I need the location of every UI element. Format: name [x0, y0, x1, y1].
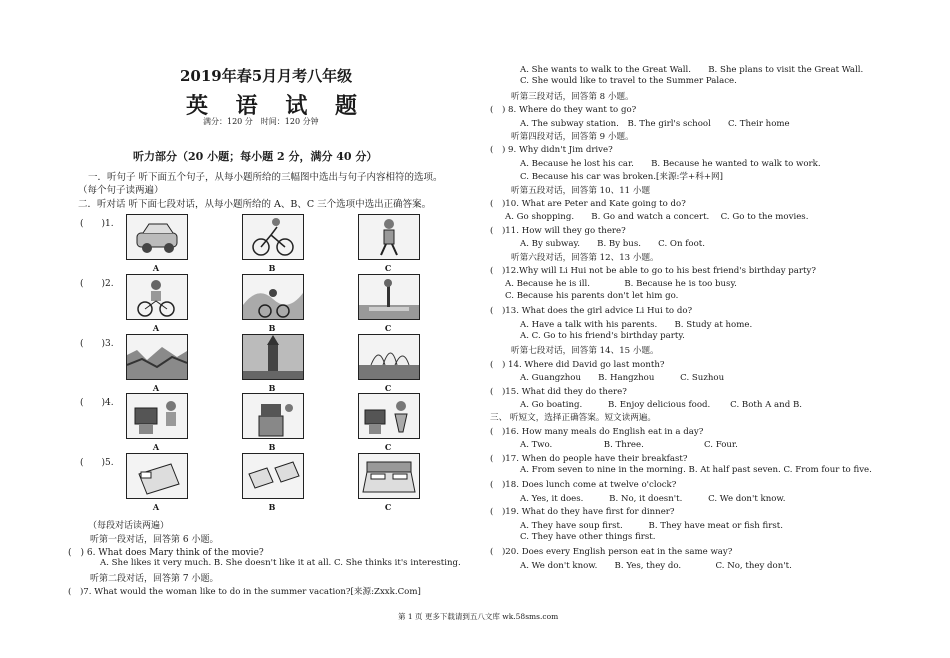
picture-question-number[interactable]: ( )3.	[80, 339, 114, 349]
picture-question-number[interactable]: ( )4.	[80, 398, 114, 408]
left-line: A. She likes it very much. B. She doesn't like it at all. C. She thinks it's interesting.	[100, 558, 461, 568]
right-line: A. From seven to nine in the morning. B. At half past seven. C. From four to five.	[520, 465, 872, 475]
right-line: A. Have a talk with his parents. B. Study at home.	[520, 319, 753, 330]
right-line: A. Two. B. Three. C. Four.	[520, 440, 738, 451]
right-line: A. Yes, it does. B. No, it doesn't. C. We don't know.	[520, 493, 786, 504]
part1-instruction: 一．听句子 听下面五个句子，从每小题所给的三幅图中选出与句子内容相符的选项。	[88, 172, 443, 183]
part2-instruction: 二．听对话 听下面七段对话，从每小题所给的 A、B、C 三个选项中选出正确答案。	[78, 199, 432, 210]
choice-label: A	[152, 383, 160, 393]
read-twice-note: （每段对话读两遍）	[88, 521, 170, 531]
choice-label: A	[152, 323, 160, 333]
picture-question-number[interactable]: ( )2.	[80, 279, 114, 289]
right-line: ( )16. How many meals do English eat in a day?	[490, 426, 704, 437]
choice-label: B	[268, 263, 276, 273]
right-line: ( )19. What do they have first for dinner?	[490, 507, 675, 518]
left-line: 听第一段对话，回答第 6 小题。	[90, 535, 219, 545]
page-footer: 第 1 页 更多下载请到五八文库 wk.58sms.com	[398, 612, 559, 621]
choice-label: C	[384, 323, 392, 333]
right-line: ( ) 8. Where do they want to go?	[490, 105, 637, 116]
tv-listening-icon[interactable]	[358, 393, 420, 439]
choice-label: C	[384, 263, 392, 273]
choice-label: A	[152, 442, 160, 452]
choice-label: C	[384, 383, 392, 393]
twin-beds-icon[interactable]	[242, 453, 304, 499]
choice-label: A	[152, 263, 160, 273]
picture-question-number[interactable]: ( )5.	[80, 458, 114, 468]
right-line: ( )12.Why will Li Hui not be able to go to his best friend's birthday party?	[490, 266, 816, 276]
right-line: A. Because he lost his car. B. Because he wanted to walk to work.	[520, 158, 821, 169]
picture-question-number[interactable]: ( )1.	[80, 219, 114, 229]
left-line: 听第二段对话，回答第 7 小题。	[90, 574, 219, 584]
cyclist-hill-icon[interactable]	[242, 274, 304, 320]
boy-bike-icon[interactable]	[126, 274, 188, 320]
subject-title: 英 语 试 题	[186, 93, 367, 119]
right-line: ( ) 9. Why didn't Jim drive?	[490, 145, 613, 156]
choice-label: B	[268, 442, 276, 452]
single-bed-icon[interactable]	[126, 453, 188, 499]
exam-title: 2019年春5月月考八年级	[180, 67, 353, 85]
right-line: A. Go boating. B. Enjoy delicious food. C. Both A and B.	[520, 400, 802, 410]
choice-label: B	[268, 323, 276, 333]
right-line: A. Go shopping. B. Go and watch a concert. C. Go to the movies.	[505, 212, 809, 223]
opera-house-icon[interactable]	[358, 334, 420, 380]
car-icon[interactable]	[126, 214, 188, 260]
right-line: C. They have other things first.	[520, 532, 656, 542]
right-line: ( ) 14. Where did David go last month?	[490, 359, 665, 370]
left-line: ( )7. What would the woman like to do in the summer vacation?[来源:Zxxk.Com]	[68, 587, 421, 597]
great-wall-icon[interactable]	[126, 334, 188, 380]
right-line: A. By subway. B. By bus. C. On foot.	[520, 239, 705, 250]
right-line: 听第六段对话，回答第 12、13 小题。	[511, 252, 659, 263]
right-line: C. Because his car was broken.[来源:学+科+网]	[520, 172, 723, 183]
listening-heading: 听力部分（20 小题；每小题 2 分，满分 40 分）	[133, 150, 378, 163]
right-line: ( )15. What did they do there?	[490, 386, 627, 397]
right-line: 听第七段对话，回答第 14、15 小题。	[511, 346, 659, 357]
right-line: A. She wants to walk to the Great Wall. B. She plans to visit the Great Wall.	[520, 65, 864, 75]
choice-label: B	[268, 502, 276, 512]
choice-label: A	[152, 502, 160, 512]
right-line: 听第四段对话，回答第 9 小题。	[511, 132, 634, 142]
desk-girl-icon[interactable]	[242, 393, 304, 439]
right-line: ( )11. How will they go there?	[490, 225, 626, 236]
left-line: ( ) 6. What does Mary think of the movie?	[68, 548, 264, 558]
right-line: ( )13. What does the girl advice Li Hui to do?	[490, 306, 693, 317]
bicycle-rider-icon[interactable]	[242, 214, 304, 260]
part1-instruction-note: （每个句子读两遍）	[78, 185, 164, 196]
right-line: A. Guangzhou B. Hangzhou C. Suzhou	[520, 373, 725, 384]
choice-label: C	[384, 502, 392, 512]
right-line: A. The subway station. B. The girl's school C. Their home	[520, 118, 790, 129]
right-line: 听第三段对话，回答第 8 小题。	[511, 91, 634, 102]
tower-icon[interactable]	[242, 334, 304, 380]
right-line: 听第五段对话，回答第 10、11 小题	[511, 185, 651, 196]
right-line: A. We don't know. B. Yes, they do. C. No, they don't.	[520, 560, 792, 571]
choice-label: C	[384, 442, 392, 452]
right-line: A. Because he is ill. B. Because he is too busy.	[505, 279, 737, 290]
right-line: A. They have soup first. B. They have meat or fish first.	[520, 520, 783, 531]
walking-boy-icon[interactable]	[358, 214, 420, 260]
right-line: A. C. Go to his friend's birthday party.	[520, 331, 685, 341]
right-line: ( )20. Does every English person eat in the same way?	[490, 547, 733, 558]
choice-label: B	[268, 383, 276, 393]
right-line: ( )10. What are Peter and Kate going to do?	[490, 199, 686, 209]
right-line: C. Because his parents don't let him go.	[505, 290, 679, 301]
double-bed-icon[interactable]	[358, 453, 420, 499]
right-line: ( )17. When do people have their breakfast?	[490, 453, 688, 464]
tv-girl-icon[interactable]	[126, 393, 188, 439]
right-line: C. She would like to travel to the Summer Palace.	[520, 76, 737, 87]
right-line: 三、 听短文，选择正确答案。短文读两遍。	[490, 413, 657, 424]
right-line: ( )18. Does lunch come at twelve o'clock?	[490, 480, 677, 491]
street-lamp-icon[interactable]	[358, 274, 420, 320]
exam-meta: 满分：120 分 时间：120 分钟	[203, 117, 319, 126]
